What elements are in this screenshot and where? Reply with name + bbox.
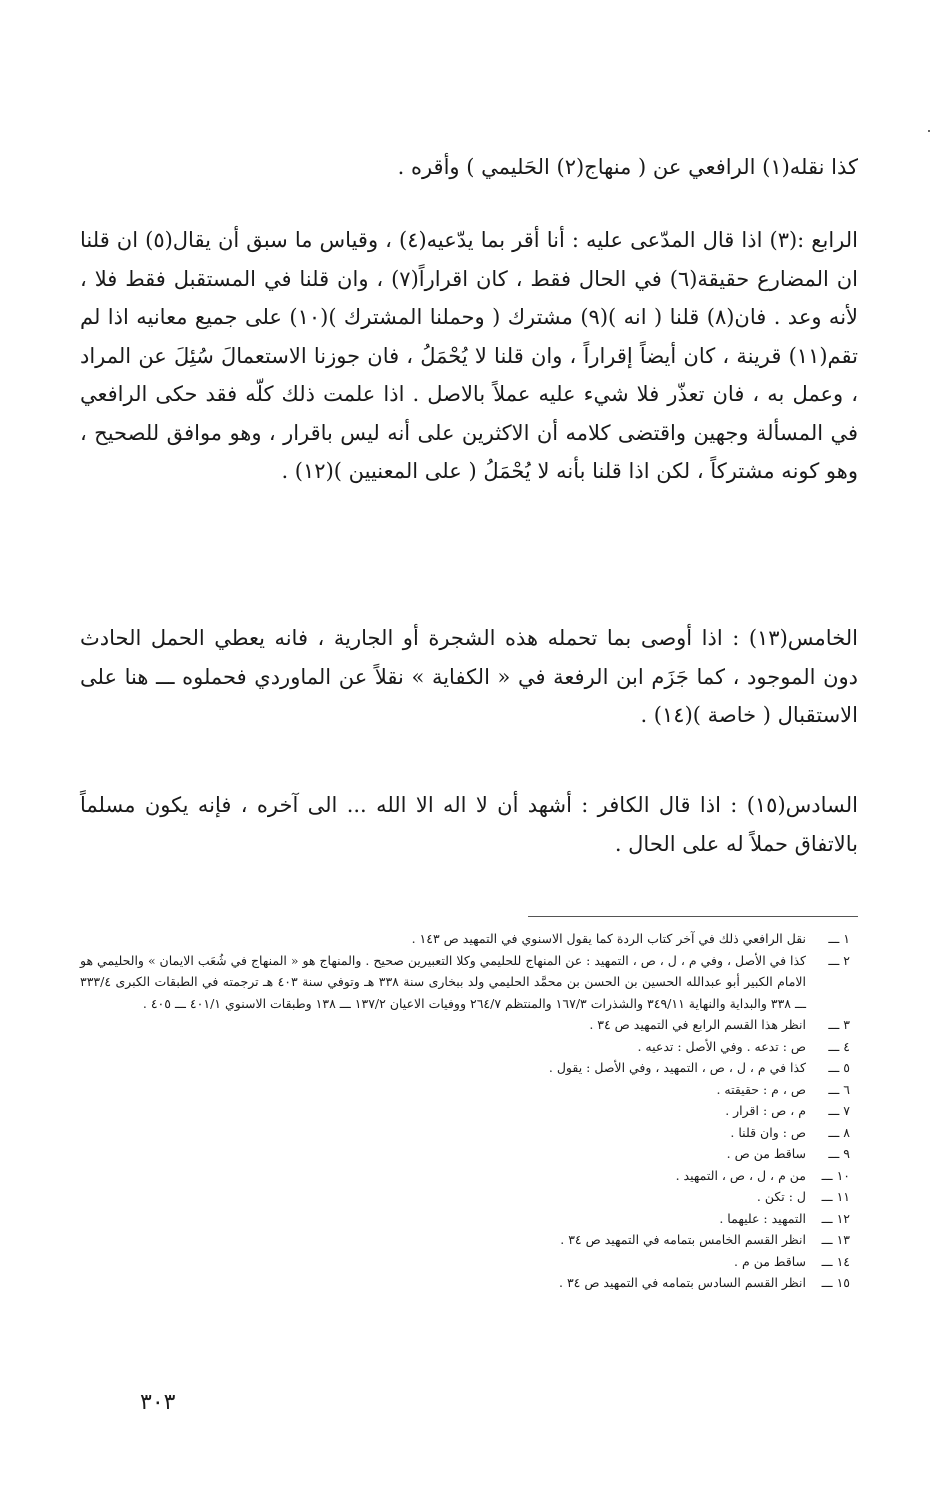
footnote-number: ١٣ ـــ: [821, 1232, 850, 1247]
footnote-number: ١٥ ـــ: [821, 1275, 850, 1290]
footnote-text: انظر القسم الخامس بتمامه في التمهيد ص ٣٤ .: [560, 1232, 806, 1247]
footnote-number: ١ ـــ: [828, 931, 850, 946]
footnote-text: التمهيد : عليهما .: [719, 1210, 806, 1226]
paragraph-text: السادس(١٥) : اذا قال الكافر : أشهد أن لا اله الا الله ... الى آخره ، فإنه يكون مسلماً بالاتفاق حملاً له على الحال .: [80, 793, 858, 856]
footnote-text: ص ، م : حقيقته .: [716, 1081, 806, 1097]
footnote-text: ساقط من ص .: [726, 1146, 806, 1161]
footnote-item: [80, 1079, 850, 1101]
footnote-item: [80, 1036, 850, 1058]
footnote-number: ٦ ـــ: [828, 1081, 850, 1097]
stray-mark: [928, 130, 930, 132]
paragraph-fourth: [80, 221, 858, 491]
footnote-text: كذا في الأصل ، وفي م ، ل ، ص ، التمهيد : عن المنهاج للحليمي وكلا التعبيرين صحيح . والمنهاج هو « المنهاج في شُعَب الايمان » والحليمي هو الامام الكبير أبو عبدالله الحسين بن الحسن بن محمَّد الحليمي ولد ببخارى سنة ٣٣٨ هـ وتوفي سنة ٤٠٣ هـ ترجمته في الطبقات الكبرى ٣٣٣/٤ ـــ ٣٣٨ والبداية والنهاية ٣٤٩/١١ والشذرات ١٦٧/٣ والمنتظم ٢٦٤/٧ ووفيات الاعيان ١٣٧/٢ ـــ ١٣٨ وطبقات الاسنوي ٤٠١/١ ـــ ٤٠٥ .: [80, 952, 806, 1011]
footnote-item: [80, 1057, 850, 1079]
footnote-number: ١١ ـــ: [821, 1189, 850, 1204]
footnote-item: [80, 1122, 850, 1144]
footnote-number: ٥ ـــ: [828, 1060, 850, 1075]
footnote-text: ص : وان قلنا .: [730, 1124, 806, 1140]
footnote-item: [80, 1186, 850, 1208]
footnote-item: [80, 1229, 850, 1251]
footnote-item: [80, 1014, 850, 1036]
footnote-item: [80, 1272, 850, 1294]
footnote-item: [80, 950, 850, 1015]
paragraph-text: كذا نقله(١) الرافعي عن ( منهاج(٢) الحَليمي ) وأقره .: [397, 155, 858, 179]
footnote-number: ١٠ ـــ: [821, 1167, 850, 1183]
footnote-text: نقل الرافعي ذلك في آخر كتاب الردة كما يقول الاسنوي في التمهيد ص ١٤٣ .: [411, 931, 806, 946]
footnote-number: ٣ ـــ: [828, 1017, 850, 1032]
footnote-number: ٢ ـــ: [828, 952, 850, 968]
footnote-number: ٩ ـــ: [828, 1146, 850, 1161]
paragraph-intro: [80, 148, 858, 187]
footnote-text: ل : تكن .: [756, 1189, 806, 1204]
footnote-text: انظر القسم السادس بتمامه في التمهيد ص ٣٤ .: [558, 1275, 806, 1290]
footnote-text: من م ، ل ، ص ، التمهيد .: [675, 1167, 806, 1183]
paragraph-text: الخامس(١٣) : اذا أوصى بما تحمله هذه الشجرة أو الجارية ، فانه يعطي الحمل الحادث دون الموجود ، كما جَزَم ابن الرفعة في « الكفاية » نقلاً عن الماوردي فحملوه ـــ هنا على الاستقبال ( خاصة )(١٤) .: [80, 626, 858, 727]
footnote-number: ١٢ ـــ: [821, 1210, 850, 1226]
footnote-number: ١٤ ـــ: [821, 1253, 850, 1269]
footnote-number: ٧ ـــ: [828, 1103, 850, 1118]
footnote-item: [80, 1251, 850, 1273]
footnote-item: [80, 1165, 850, 1187]
footnote-number: ٨ ـــ: [828, 1124, 850, 1140]
page-number: ٣٠٣: [140, 1390, 176, 1415]
footnote-item: [80, 1143, 850, 1165]
paragraph-sixth: [80, 786, 858, 863]
footnote-item: [80, 928, 850, 950]
footnote-text: م ، ص : اقرار .: [725, 1103, 806, 1118]
footnote-text: كذا في م ، ل ، ص ، التمهيد ، وفي الأصل : يقول .: [548, 1060, 806, 1075]
paragraph-fifth: [80, 619, 858, 735]
footnote-text: ساقط من م .: [734, 1253, 806, 1269]
footnote-item: [80, 1208, 850, 1230]
footnote-number: ٤ ـــ: [828, 1038, 850, 1054]
paragraph-text: الرابع :(٣) اذا قال المدّعى عليه : أنا أقر بما يدّعيه(٤) ، وقياس ما سبق أن يقال(٥) ان قلنا ان المضارع حقيقة(٦) في الحال فقط ، كان اقراراً(٧) ، وان قلنا في المستقبل فقط فلا ، لأنه وعد . فان(٨) قلنا ( انه )(٩) مشترك ( وحملنا المشترك )(١٠) على جميع معانيه اذا لم تقم(١١) قرينة ، كان أيضاً إقراراً ، وان قلنا لا يُحْمَلُ ، فان جوزنا الاستعمالَ سُئِلَ عن المراد ، وعمل به ، فان تعذّر فلا شيء عليه عملاً بالاصل . اذا علمت ذلك كلّه فقد حكى الرافعي في المسألة وجهين واقتضى كلامه أن الاكثرين على أنه ليس باقرار ، وهو موافق للصحيح ، وهو كونه مشتركاً ، لكن اذا قلنا بأنه لا يُحْمَلُ ( على المعنيين )(١٢) .: [80, 228, 859, 483]
footnote-text: انظر هذا القسم الرابع في التمهيد ص ٣٤ .: [589, 1017, 806, 1032]
footnote-divider: [528, 916, 858, 917]
footnotes: [80, 928, 850, 1294]
footnote-text: ص : تدعه . وفي الأصل : تدعيه .: [637, 1038, 806, 1054]
footnote-item: [80, 1100, 850, 1122]
